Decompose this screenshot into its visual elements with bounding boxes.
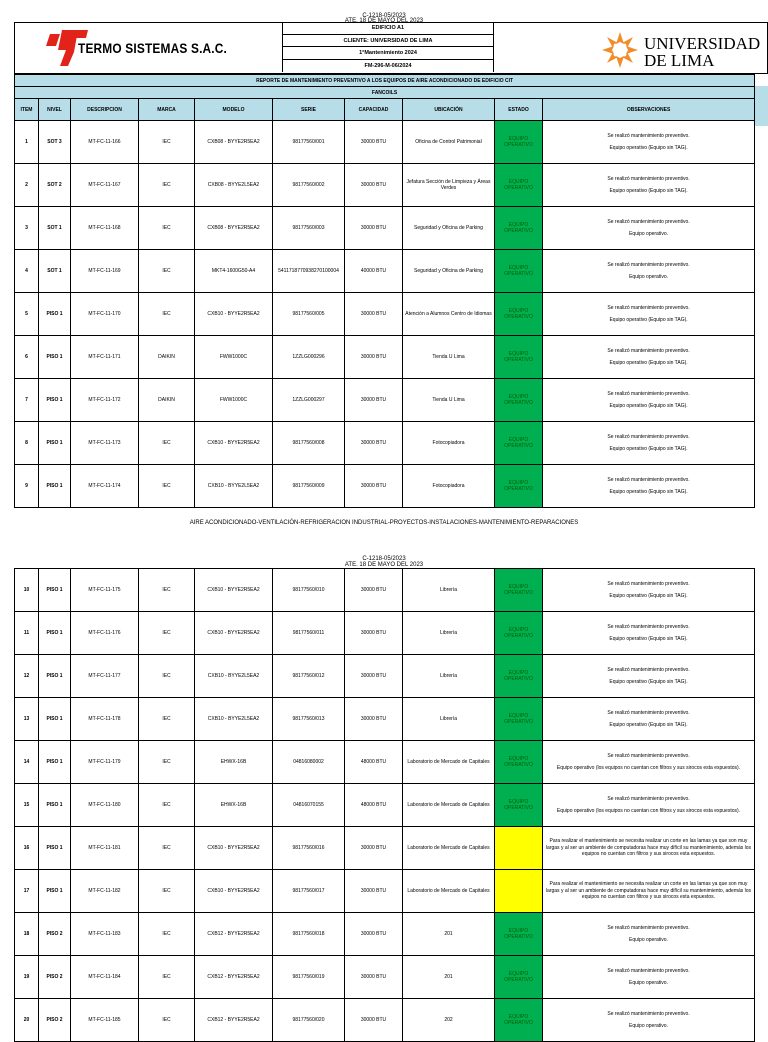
table-row — [15, 999, 755, 1042]
observations-cell — [543, 336, 755, 379]
brand-cell: IEC — [139, 913, 195, 956]
observations-cell — [543, 956, 755, 999]
nivel-cell: PISO 1 — [39, 465, 71, 508]
nivel-cell: PISO 2 — [39, 913, 71, 956]
location-cell: Jefatura Sección de Limpieza y Áreas Verdes — [403, 164, 495, 207]
status-badge — [495, 870, 543, 913]
observation-line: Se realizó mantenimiento preventivo. — [607, 176, 690, 182]
description-cell: MT-FC-11-183 — [71, 913, 139, 956]
table-row — [15, 870, 755, 913]
col-item: ITEM — [15, 99, 39, 121]
item-cell: 5 — [15, 293, 39, 336]
brand-cell: IEC — [139, 655, 195, 698]
serial-cell: 5411718770938270100004 — [273, 250, 345, 293]
nivel-cell: PISO 2 — [39, 956, 71, 999]
observation-line: Se realizó mantenimiento preventivo. — [607, 968, 690, 974]
status-badge: EQUIPO OPERATIVO — [495, 379, 543, 422]
model-cell: CXB10 - BYYE2R5EA2 — [195, 870, 273, 913]
maintenance-table-page1 — [14, 74, 755, 508]
model-cell: CXB12 - BYYE2R5EA2 — [195, 999, 273, 1042]
model-cell: CXB12 - BYYE2R5EA2 — [195, 956, 273, 999]
status-badge: EQUIPO OPERATIVO — [495, 465, 543, 508]
description-cell: MT-FC-11-184 — [71, 956, 139, 999]
description-cell: MT-FC-11-177 — [71, 655, 139, 698]
location-cell: Tienda U Lima — [403, 379, 495, 422]
description-cell: MT-FC-11-182 — [71, 870, 139, 913]
observations-cell — [543, 465, 755, 508]
status-badge: EQUIPO OPERATIVO — [495, 293, 543, 336]
location-cell: 201 — [403, 913, 495, 956]
observation-line: Se realizó mantenimiento preventivo. — [607, 1011, 690, 1017]
status-badge: EQUIPO OPERATIVO — [495, 698, 543, 741]
observation-line: Para realizar el mantenimiento se necesita realizar un corte en las lamas ya que son muy largas y al ser un ambiente de computadoras hace muy difícil su mantenimiento, además los equipos no cuentan con filtros y sus sirocos esta expuestos. — [545, 881, 752, 901]
nivel-cell: PISO 1 — [39, 422, 71, 465]
table-row — [15, 655, 755, 698]
location-cell: Laboratorio de Mercado de Capitales — [403, 741, 495, 784]
description-cell: MT-FC-11-167 — [71, 164, 139, 207]
table-row — [15, 698, 755, 741]
observation-line: Se realizó mantenimiento preventivo. — [607, 262, 690, 268]
capacity-cell: 30000 BTU — [345, 465, 403, 508]
nivel-cell: PISO 1 — [39, 741, 71, 784]
capacity-cell: 30000 BTU — [345, 698, 403, 741]
item-cell: 9 — [15, 465, 39, 508]
nivel-cell: PISO 1 — [39, 293, 71, 336]
serial-cell: 98177560/010 — [273, 569, 345, 612]
table-row — [15, 250, 755, 293]
observation-line: Equipo operativo. — [629, 273, 669, 280]
location-cell: Oficina de Control Patrimonial — [403, 121, 495, 164]
description-cell: MT-FC-11-171 — [71, 336, 139, 379]
col-nivel: NIVEL — [39, 99, 71, 121]
description-cell: MT-FC-11-185 — [71, 999, 139, 1042]
location-cell: Laboratorio de Mercado de Capitales — [403, 827, 495, 870]
observation-line: Se realizó mantenimiento preventivo. — [607, 624, 690, 630]
model-cell: CXB08 - BYYE2R5EA2 — [195, 121, 273, 164]
table-row — [15, 612, 755, 655]
status-badge: EQUIPO OPERATIVO — [495, 250, 543, 293]
observation-line: Se realizó mantenimiento preventivo. — [607, 305, 690, 311]
model-cell: EHWX-16B — [195, 741, 273, 784]
model-cell: FWW1000C — [195, 336, 273, 379]
model-cell: CXB10 - BYYE2L5EA2 — [195, 655, 273, 698]
table-row — [15, 379, 755, 422]
observations-cell — [543, 612, 755, 655]
status-badge: EQUIPO OPERATIVO — [495, 612, 543, 655]
nivel-cell: PISO 1 — [39, 336, 71, 379]
item-cell: 12 — [15, 655, 39, 698]
description-cell: MT-FC-11-180 — [71, 784, 139, 827]
model-cell: CXB08 - BYYE2R5EA2 — [195, 207, 273, 250]
location-cell: Librería — [403, 698, 495, 741]
status-badge: EQUIPO OPERATIVO — [495, 999, 543, 1042]
brand-cell: IEC — [139, 784, 195, 827]
model-cell: EHWX-16B — [195, 784, 273, 827]
brand-cell: IEC — [139, 121, 195, 164]
observations-cell — [543, 569, 755, 612]
item-cell: 6 — [15, 336, 39, 379]
description-cell: MT-FC-11-166 — [71, 121, 139, 164]
item-cell: 8 — [15, 422, 39, 465]
item-cell: 18 — [15, 913, 39, 956]
observation-line: Se realizó mantenimiento preventivo. — [607, 753, 690, 759]
observation-line: Equipo operativo (Equipo sin TAG). — [609, 144, 688, 151]
col-modelo: MODELO — [195, 99, 273, 121]
col-marca: MARCA — [139, 99, 195, 121]
model-cell: CXB12 - BYYE2R5EA2 — [195, 913, 273, 956]
header-line-form: FM-296-M-06/2024 — [282, 60, 494, 73]
table-row — [15, 569, 755, 612]
capacity-cell: 48000 BTU — [345, 784, 403, 827]
client-logo-line1: UNIVERSIDAD — [644, 34, 761, 53]
company-footer: AIRE ACONDICIONADO-VENTILACIÓN-REFRIGERACION INDUSTRIAL-PROYECTOS-INSTALACIONES-MANTENIMIENTO-REPARACIONES — [189, 520, 579, 526]
doc-code-page2: C-1218-05/2023 — [362, 556, 406, 562]
location-cell: Librería — [403, 655, 495, 698]
brand-cell: IEC — [139, 422, 195, 465]
ulima-star-icon — [602, 32, 638, 68]
status-badge: EQUIPO OPERATIVO — [495, 422, 543, 465]
location-cell: Fotocopiadora — [403, 422, 495, 465]
observation-line: Se realizó mantenimiento preventivo. — [607, 348, 690, 354]
brand-cell: DAIKIN — [139, 379, 195, 422]
observation-line: Se realizó mantenimiento preventivo. — [607, 667, 690, 673]
observations-cell — [543, 655, 755, 698]
brand-cell: IEC — [139, 293, 195, 336]
location-cell: Librería — [403, 612, 495, 655]
model-cell: CXB10 - BYYE2L5EA2 — [195, 465, 273, 508]
table-row — [15, 207, 755, 250]
brand-cell: IEC — [139, 741, 195, 784]
col-capacidad: CAPACIDAD — [345, 99, 403, 121]
observation-line: Se realizó mantenimiento preventivo. — [607, 796, 690, 802]
serial-cell: 1ZZLG000297 — [273, 379, 345, 422]
description-cell: MT-FC-11-176 — [71, 612, 139, 655]
model-cell: CXB10 - BYYE2L5EA2 — [195, 698, 273, 741]
serial-cell: 1ZZLG000296 — [273, 336, 345, 379]
col-descripcion: DESCRIPCION — [71, 99, 139, 121]
location-cell: 201 — [403, 956, 495, 999]
observations-cell — [543, 741, 755, 784]
observation-line: Se realizó mantenimiento preventivo. — [607, 434, 690, 440]
capacity-cell: 30000 BTU — [345, 913, 403, 956]
nivel-cell: SOT 2 — [39, 164, 71, 207]
brand-cell: IEC — [139, 164, 195, 207]
table-row — [15, 293, 755, 336]
item-cell: 3 — [15, 207, 39, 250]
table-row — [15, 741, 755, 784]
item-cell: 16 — [15, 827, 39, 870]
capacity-cell: 30000 BTU — [345, 956, 403, 999]
table-row — [15, 956, 755, 999]
serial-cell: 98177560/017 — [273, 870, 345, 913]
observation-line: Equipo operativo (Equipo sin TAG). — [609, 359, 688, 366]
brand-cell: IEC — [139, 999, 195, 1042]
status-badge: EQUIPO OPERATIVO — [495, 121, 543, 164]
item-cell: 19 — [15, 956, 39, 999]
item-cell: 10 — [15, 569, 39, 612]
observations-cell — [543, 164, 755, 207]
status-badge — [495, 827, 543, 870]
table-header — [15, 99, 755, 121]
location-cell: Seguridad y Oficina de Parking — [403, 250, 495, 293]
observations-cell — [543, 698, 755, 741]
maintenance-table-page2 — [14, 568, 755, 1042]
brand-cell: IEC — [139, 465, 195, 508]
model-cell: CXB10 - BYYE2R5EA2 — [195, 612, 273, 655]
description-cell: MT-FC-11-173 — [71, 422, 139, 465]
item-cell: 11 — [15, 612, 39, 655]
nivel-cell: SOT 1 — [39, 207, 71, 250]
observation-line: Equipo operativo (los equipos no cuentan con filtros y sus sirocos esta expuestos). — [556, 807, 741, 814]
status-badge: EQUIPO OPERATIVO — [495, 336, 543, 379]
status-badge: EQUIPO OPERATIVO — [495, 956, 543, 999]
capacity-cell: 30000 BTU — [345, 164, 403, 207]
observation-line: Se realizó mantenimiento preventivo. — [607, 925, 690, 931]
location-cell: Librería — [403, 569, 495, 612]
serial-cell: 98177560/005 — [273, 293, 345, 336]
observations-cell — [543, 827, 755, 870]
observations-cell — [543, 913, 755, 956]
serial-cell: 98177560/013 — [273, 698, 345, 741]
capacity-cell: 30000 BTU — [345, 999, 403, 1042]
item-cell: 4 — [15, 250, 39, 293]
observations-cell — [543, 250, 755, 293]
client-logo-line2: DE LIMA — [644, 51, 715, 70]
description-cell: MT-FC-11-174 — [71, 465, 139, 508]
observation-line: Se realizó mantenimiento preventivo. — [607, 219, 690, 225]
serial-cell: 98177560/008 — [273, 422, 345, 465]
nivel-cell: PISO 1 — [39, 784, 71, 827]
observations-cell — [543, 999, 755, 1042]
col-estado: ESTADO — [495, 99, 543, 121]
brand-cell: IEC — [139, 870, 195, 913]
observation-line: Se realizó mantenimiento preventivo. — [607, 581, 690, 587]
table-body-page2 — [15, 569, 755, 1042]
doc-code: C-1218-05/2023 — [362, 13, 406, 19]
capacity-cell: 30000 BTU — [345, 336, 403, 379]
serial-cell: 98177560/002 — [273, 164, 345, 207]
observation-line: Equipo operativo (Equipo sin TAG). — [609, 316, 688, 323]
section-title: FANCOILS — [15, 87, 755, 99]
observation-line: Equipo operativo. — [629, 230, 669, 237]
observation-line: Equipo operativo (Equipo sin TAG). — [609, 635, 688, 642]
brand-cell: IEC — [139, 612, 195, 655]
nivel-cell: SOT 1 — [39, 250, 71, 293]
serial-cell: 98177560/019 — [273, 956, 345, 999]
header-info — [282, 22, 494, 72]
serial-cell: 98177560/011 — [273, 612, 345, 655]
location-cell: Tienda U Lima — [403, 336, 495, 379]
observation-line: Equipo operativo (Equipo sin TAG). — [609, 402, 688, 409]
status-badge: EQUIPO OPERATIVO — [495, 569, 543, 612]
col-serie: SERIE — [273, 99, 345, 121]
table-row — [15, 422, 755, 465]
observation-line: Se realizó mantenimiento preventivo. — [607, 710, 690, 716]
company-logo — [44, 26, 274, 70]
location-cell: Fotocopiadora — [403, 465, 495, 508]
description-cell: MT-FC-11-168 — [71, 207, 139, 250]
capacity-cell: 30000 BTU — [345, 569, 403, 612]
doc-date-page2: ATE. 18 DE MAYO DEL 2023 — [344, 562, 424, 568]
serial-cell: 98177560/001 — [273, 121, 345, 164]
observations-cell — [543, 784, 755, 827]
observation-line: Se realizó mantenimiento preventivo. — [607, 477, 690, 483]
observation-line: Se realizó mantenimiento preventivo. — [607, 391, 690, 397]
description-cell: MT-FC-11-179 — [71, 741, 139, 784]
company-name: TERMO SISTEMAS S.A.C. — [78, 40, 228, 56]
location-cell: Laboratorio de Mercado de Capitales — [403, 870, 495, 913]
observation-line: Equipo operativo (Equipo sin TAG). — [609, 592, 688, 599]
nivel-cell: SOT 3 — [39, 121, 71, 164]
model-cell: CXB08 - BYYE2L5EA2 — [195, 164, 273, 207]
serial-cell: 98177560/012 — [273, 655, 345, 698]
observations-cell — [543, 422, 755, 465]
description-cell: MT-FC-11-170 — [71, 293, 139, 336]
nivel-cell: PISO 1 — [39, 379, 71, 422]
header-line-building: EDIFICIO A1 — [282, 22, 494, 35]
item-cell: 15 — [15, 784, 39, 827]
table-row — [15, 121, 755, 164]
observation-line: Equipo operativo (Equipo sin TAG). — [609, 445, 688, 452]
observation-line: Para realizar el mantenimiento se necesita realizar un corte en las lamas ya que son muy largas y al ser un ambiente de computadoras hace muy difícil su mantenimiento, además los equipos no cuentan con filtros y sus sirocos esta expuestos. — [545, 838, 752, 858]
location-cell: Atención a Alumnos Centro de Idiomas — [403, 293, 495, 336]
observation-line: Equipo operativo (Equipo sin TAG). — [609, 721, 688, 728]
header-line-maintenance: 1°Mantenimiento 2024 — [282, 47, 494, 60]
doc-date: ATE. 18 DE MAYO DEL 2023 — [344, 18, 424, 24]
observation-line: Equipo operativo (Equipo sin TAG). — [609, 187, 688, 194]
brand-cell: IEC — [139, 698, 195, 741]
description-cell: MT-FC-11-178 — [71, 698, 139, 741]
nivel-cell: PISO 1 — [39, 569, 71, 612]
model-cell: CXB10 - BYYE2R5EA2 — [195, 422, 273, 465]
capacity-cell: 30000 BTU — [345, 655, 403, 698]
brand-cell: IEC — [139, 207, 195, 250]
col-ubicacion: UBICACIÓN — [403, 99, 495, 121]
table-row — [15, 784, 755, 827]
observations-cell — [543, 207, 755, 250]
item-cell: 1 — [15, 121, 39, 164]
observation-line: Equipo operativo (Equipo sin TAG). — [609, 678, 688, 685]
nivel-cell: PISO 1 — [39, 827, 71, 870]
observation-line: Se realizó mantenimiento preventivo. — [607, 133, 690, 139]
description-cell: MT-FC-11-169 — [71, 250, 139, 293]
model-cell: CXB10 - BYYE2R5EA2 — [195, 827, 273, 870]
nivel-cell: PISO 1 — [39, 612, 71, 655]
table-row — [15, 827, 755, 870]
capacity-cell: 30000 BTU — [345, 870, 403, 913]
observation-line: Equipo operativo. — [629, 936, 668, 943]
client-logo — [600, 30, 768, 70]
capacity-cell: 30000 BTU — [345, 827, 403, 870]
status-badge: EQUIPO OPERATIVO — [495, 913, 543, 956]
table-row — [15, 164, 755, 207]
observation-line: Equipo operativo (Equipo sin TAG). — [609, 488, 688, 495]
observations-cell — [543, 379, 755, 422]
table-row — [15, 913, 755, 956]
serial-cell: 98177560/009 — [273, 465, 345, 508]
description-cell: MT-FC-11-172 — [71, 379, 139, 422]
item-cell: 7 — [15, 379, 39, 422]
model-cell: CXB10 - BYYE2R5EA2 — [195, 569, 273, 612]
nivel-cell: PISO 1 — [39, 870, 71, 913]
model-cell: CXB10 - BYYE2R5EA2 — [195, 293, 273, 336]
location-cell: 202 — [403, 999, 495, 1042]
model-cell: FWW1000C — [195, 379, 273, 422]
item-cell: 13 — [15, 698, 39, 741]
location-cell: Laboratorio de Mercado de Capitales — [403, 784, 495, 827]
description-cell: MT-FC-11-181 — [71, 827, 139, 870]
brand-cell: IEC — [139, 569, 195, 612]
capacity-cell: 30000 BTU — [345, 207, 403, 250]
nivel-cell: PISO 1 — [39, 698, 71, 741]
capacity-cell: 30000 BTU — [345, 422, 403, 465]
brand-cell: IEC — [139, 956, 195, 999]
nivel-cell: PISO 2 — [39, 999, 71, 1042]
item-cell: 20 — [15, 999, 39, 1042]
table-row — [15, 336, 755, 379]
status-badge: EQUIPO OPERATIVO — [495, 784, 543, 827]
serial-cell: 98177560/020 — [273, 999, 345, 1042]
brand-cell: DAIKIN — [139, 336, 195, 379]
model-cell: MKT4-1600G50-A4 — [195, 250, 273, 293]
table-row — [15, 465, 755, 508]
capacity-cell: 30000 BTU — [345, 121, 403, 164]
capacity-cell: 30000 BTU — [345, 379, 403, 422]
item-cell: 17 — [15, 870, 39, 913]
item-cell: 14 — [15, 741, 39, 784]
report-title: REPORTE DE MANTENIMIENTO PREVENTIVO A LOS EQUIPOS DE AIRE ACONDICIONADO DE EDIFICIO CIT — [15, 75, 755, 87]
serial-cell: 04816070155 — [273, 784, 345, 827]
capacity-cell: 40000 BTU — [345, 250, 403, 293]
col-observaciones: OBSERVACIONES — [543, 99, 755, 121]
status-badge: EQUIPO OPERATIVO — [495, 741, 543, 784]
status-badge: EQUIPO OPERATIVO — [495, 655, 543, 698]
item-cell: 2 — [15, 164, 39, 207]
capacity-cell: 30000 BTU — [345, 612, 403, 655]
serial-cell: 98177560/003 — [273, 207, 345, 250]
table-body-page1 — [15, 121, 755, 508]
brand-cell: IEC — [139, 250, 195, 293]
serial-cell: 98177560/018 — [273, 913, 345, 956]
observation-line: Equipo operativo (los equipos no cuentan con filtros y sus sirocos esta expuestos). — [556, 764, 741, 771]
description-cell: MT-FC-11-175 — [71, 569, 139, 612]
serial-cell: 04816080002 — [273, 741, 345, 784]
capacity-cell: 30000 BTU — [345, 293, 403, 336]
observations-cell — [543, 870, 755, 913]
observation-line: Equipo operativo. — [629, 1022, 668, 1029]
serial-cell: 98177560/016 — [273, 827, 345, 870]
observations-cell — [543, 293, 755, 336]
location-cell: Seguridad y Oficina de Parking — [403, 207, 495, 250]
capacity-cell: 48000 BTU — [345, 741, 403, 784]
observation-line: Equipo operativo. — [629, 979, 668, 986]
observations-cell — [543, 121, 755, 164]
side-accent — [754, 86, 768, 126]
nivel-cell: PISO 1 — [39, 655, 71, 698]
header-line-client: CLIENTE: UNIVERSIDAD DE LIMA — [282, 35, 494, 48]
status-badge: EQUIPO OPERATIVO — [495, 207, 543, 250]
status-badge: EQUIPO OPERATIVO — [495, 164, 543, 207]
brand-cell: IEC — [139, 827, 195, 870]
